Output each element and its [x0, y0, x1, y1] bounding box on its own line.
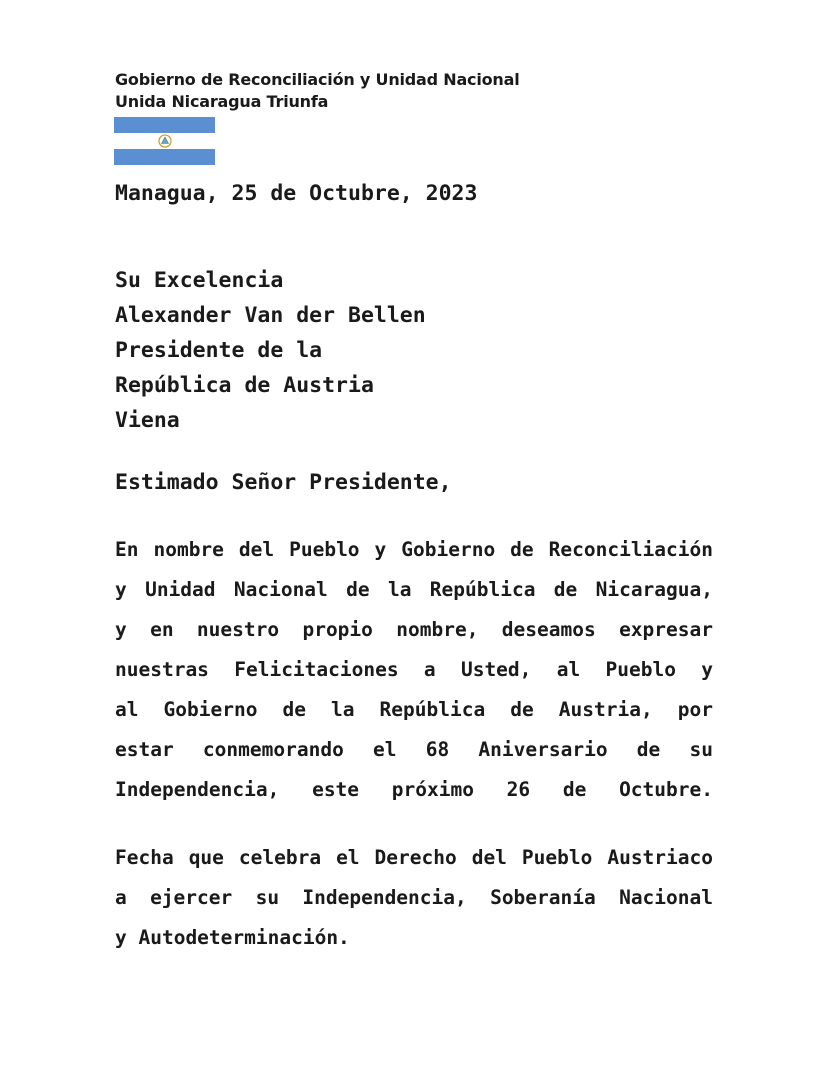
paragraph-line: estar conmemorando el 68 Aniversario de su: [115, 738, 713, 761]
flag-top-stripe: [114, 117, 215, 133]
coat-of-arms-icon: [157, 134, 173, 148]
recipient-line: Su Excelencia: [115, 268, 284, 293]
salutation: Estimado Señor Presidente,: [115, 470, 452, 495]
government-slogan: Unida Nicaragua Triunfa: [115, 92, 329, 111]
recipient-line: Viena: [115, 408, 180, 433]
paragraph-line: al Gobierno de la República de Austria, por: [115, 698, 713, 721]
flag-middle-stripe: [114, 133, 215, 149]
paragraph-line: y Unidad Nacional de la República de Nicaragua,: [115, 578, 713, 601]
paragraph-line: y en nuestro propio nombre, deseamos expresar: [115, 618, 713, 641]
recipient-line: Presidente de la: [115, 338, 323, 363]
nicaragua-flag-icon: [114, 117, 215, 165]
paragraph-line: nuestras Felicitaciones a Usted, al Pueblo y: [115, 658, 713, 681]
paragraph-line: En nombre del Pueblo y Gobierno de Reconciliación: [115, 538, 713, 561]
government-name: Gobierno de Reconciliación y Unidad Nacional: [115, 70, 520, 89]
paragraph-line: Fecha que celebra el Derecho del Pueblo Austriaco: [115, 846, 713, 869]
recipient-line: Alexander Van der Bellen: [115, 303, 426, 328]
flag-bottom-stripe: [114, 149, 215, 165]
paragraph-line: Independencia, este próximo 26 de Octubre.: [115, 778, 713, 801]
paragraph-line: a ejercer su Independencia, Soberanía Nacional: [115, 886, 713, 909]
recipient-line: República de Austria: [115, 373, 374, 398]
letter-date: Managua, 25 de Octubre, 2023: [115, 181, 478, 206]
paragraph-line: y Autodeterminación.: [115, 926, 350, 949]
